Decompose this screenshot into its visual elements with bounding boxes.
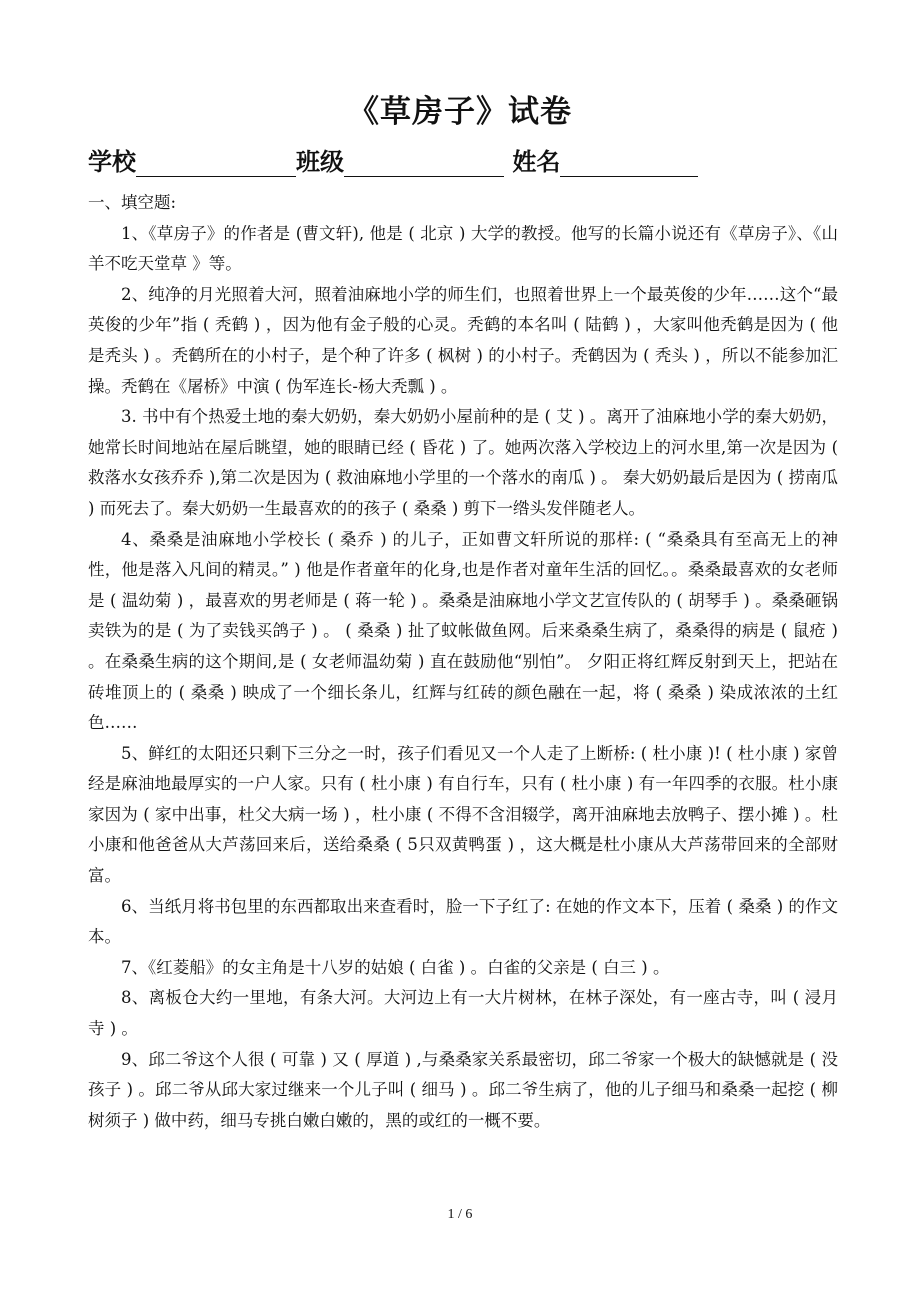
class-blank [344,150,504,177]
question-5: 5、鲜红的太阳还只剩下三分之一时，孩子们看见又一个人走了上断桥: ( 杜小康 )! ( 杜小康 ) 家曾经是麻油地最厚实的一户人家。只有 ( 杜小康 ) 有自行车，只有 ( 杜小康 ) 有一年四季的衣服。杜小康家因为 ( 家中出事，杜父大病一场 ) ，杜小康 ( 不得不含泪辍学，离开油麻地去放鸭子、摆小摊 ) 。杜小康和他爸爸从大芦荡回来后，送给桑桑 ( 5只双黄鸭蛋 ) ，这大概是杜小康从大芦荡带回来的全部财富。 [88,743,838,886]
question-4: 4、桑桑是油麻地小学校长 ( 桑乔 ) 的儿子，正如曹文轩所说的那样: ( “桑桑具有至高无上的神性，他是落入凡间的精灵。” ) 他是作者童年的化身,也是作者对童年生活的回忆。。桑桑最喜欢的女老师是 ( 温幼菊 ) ，最喜欢的男老师是 ( 蒋一轮 ) 。桑桑是油麻地小学文艺宣传队的 ( 胡琴手 ) 。桑桑砸锅卖铁为的是 ( 为了卖钱买鸽子 ) 。 ( 桑桑 ) 扯了蚊帐做鱼网。后来桑桑生病了，桑桑得的病是 ( 鼠疮 ) 。在桑桑生病的这个期间,是 ( 女老师温幼菊 ) 直在鼓励他“别怕”。 夕阳正将红辉反射到天上，把站在砖堆顶上的 ( 桑桑 ) 映成了一个细长条儿，红辉与红砖的颜色融在一起，将 ( 桑桑 ) 染成浓浓的土红色…… [88,529,838,733]
school-blank [136,150,296,177]
question-8: 8、离板仓大约一里地，有条大河。大河边上有一大片树林，在林子深处，有一座古寺，叫 ( 浸月寺 ) 。 [88,988,838,1039]
question-2: 2、纯净的月光照着大河，照着油麻地小学的师生们，也照着世界上一个最英俊的少年……这个“最英俊的少年”指 ( 秃鹤 ) ，因为他有金子般的心灵。秃鹤的本名叫 ( 陆鹤 ) ，大家叫他秃鹤是因为 ( 他是秃头 ) 。秃鹤所在的小村子，是个种了许多 ( 枫树 ) 的小村子。秃鹤因为 ( 秃头 ) ，所以不能参加汇操。秃鹤在《屠桥》中演 ( 伪军连长-杨大秃瓢 ) 。 [88,284,838,396]
question-7: 7、《红菱船》的女主角是十八岁的姑娘 ( 白雀 ) 。白雀的父亲是 ( 白三 ) 。 [121,957,670,977]
name-label: 姓名 [512,148,561,176]
question-3: 3. 书中有个热爱土地的秦大奶奶，秦大奶奶小屋前种的是 ( 艾 ) 。离开了油麻地小学的秦大奶奶，她常长时间地站在屋后眺望，她的眼睛已经 ( 昏花 ) 了。她两次落入学校边上的河水里,第一次是因为 ( 救落水女孩乔乔 ),第二次是因为 ( 救油麻地小学里的一个落水的南瓜 ) 。 秦大奶奶最后是因为 ( 捞南瓜 ) 而死去了。秦大奶奶一生最喜欢的的孩子 ( 桑桑 ) 剪下一绺头发伴随老人。 [88,407,838,518]
question-1: 1、《草房子》的作者是 (曹文轩), 他是 ( 北京 ) 大学的教授。他写的长篇小说还有《草房子》、《山羊不吃天堂草 》等。 [88,223,838,274]
question-9: 9、邱二爷这个人很 ( 可靠 ) 又 ( 厚道 ) ,与桑桑家关系最密切，邱二爷家一个极大的缺憾就是 ( 没孩子 ) 。邱二爷从邱大家过继来一个儿子叫 ( 细马 ) 。邱二爷生病了，他的儿子细马和桑桑一起挖 ( 柳树须子 ) 做中药，细马专挑白嫩白嫩的，黑的或红的一概不要。 [88,1049,838,1130]
question-6: 6、当纸月将书包里的东西都取出来查看时，脸一下子红了: 在她的作文本下，压着 ( 桑桑 ) 的作文本。 [88,896,838,947]
question-body [88,188,838,1136]
school-label: 学校 [88,148,136,176]
class-label: 班级 [296,148,344,176]
section-heading: 一、填空题: [88,193,177,212]
student-info-header [88,142,848,177]
page-number: 1 / 6 [447,1207,473,1222]
page-title: 《草房子》试卷 [348,94,572,130]
name-blank [560,150,698,177]
